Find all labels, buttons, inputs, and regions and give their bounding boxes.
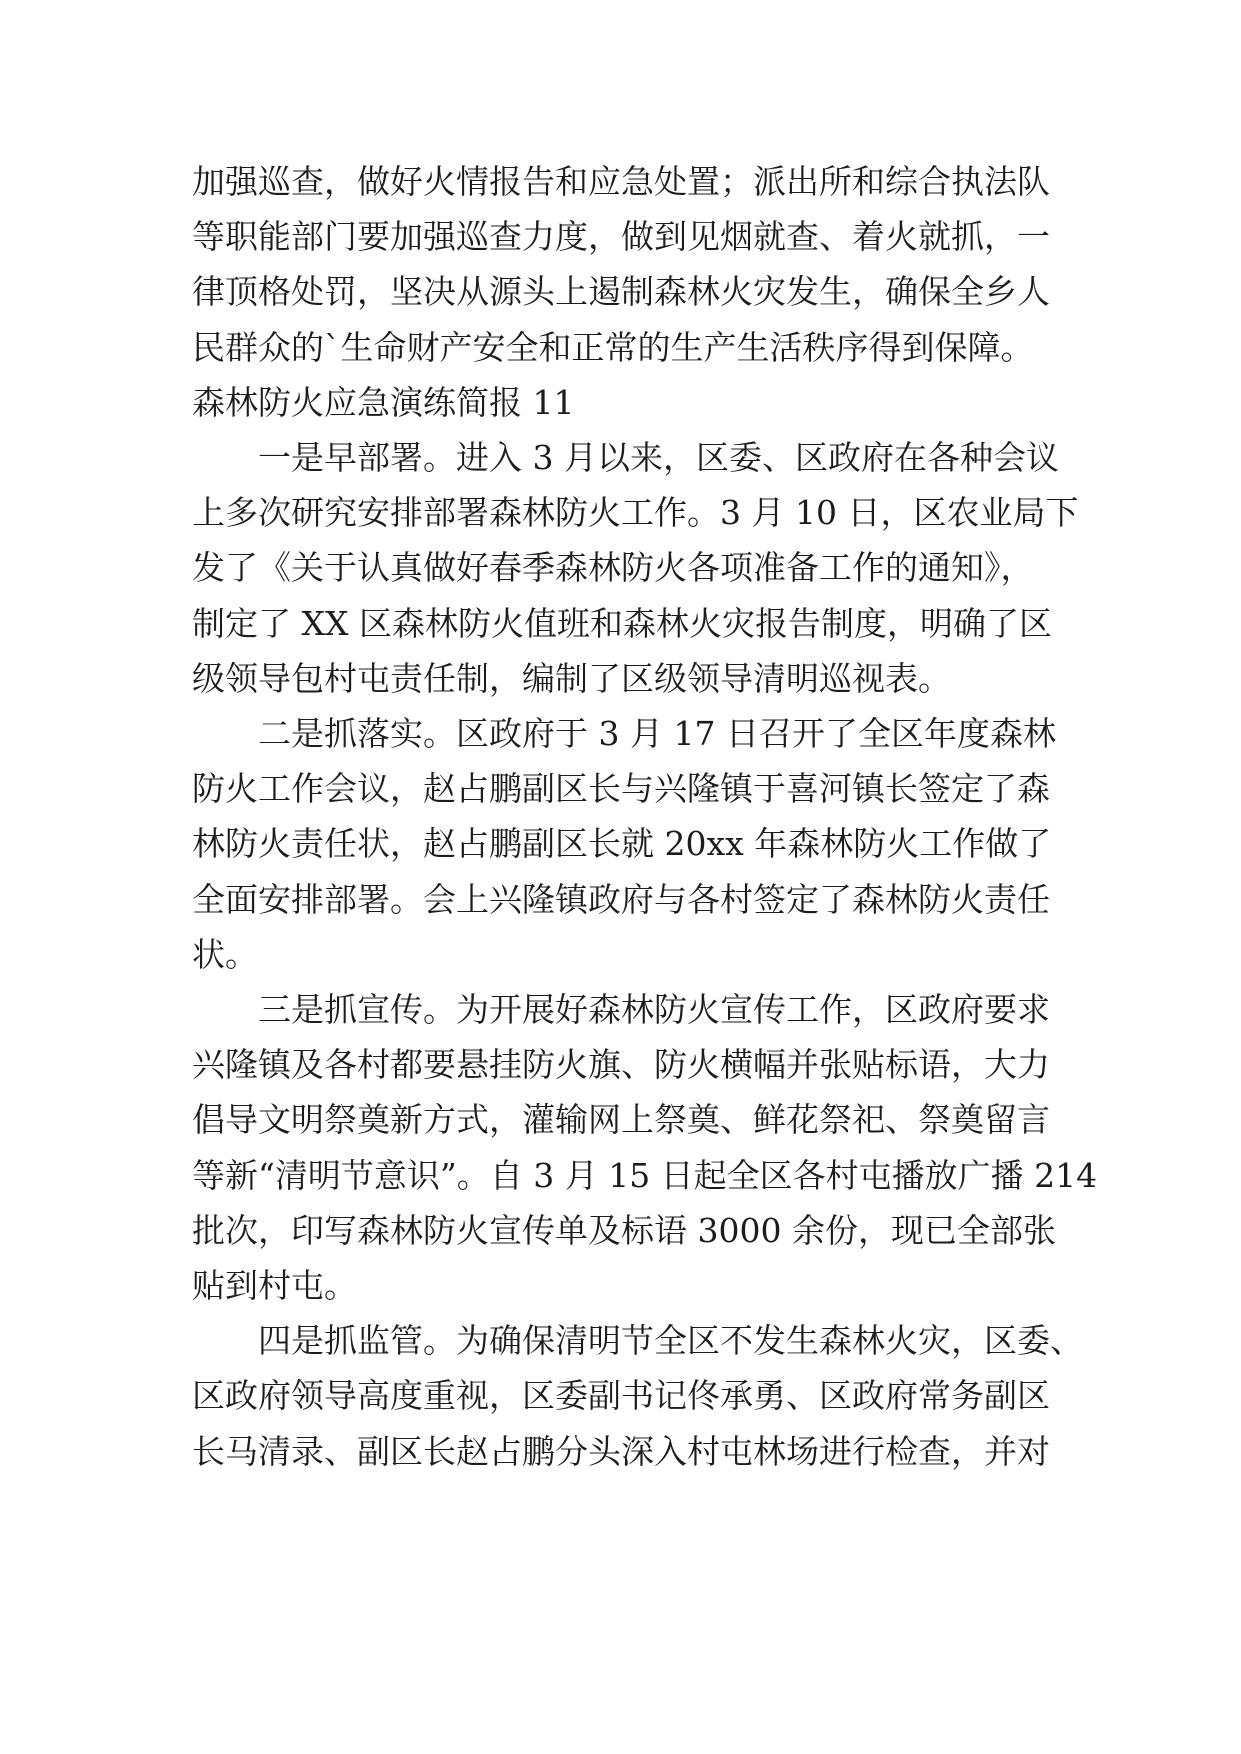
text-line: 一是早部署。进入 3 月以来，区委、区政府在各种会议 [258, 438, 1059, 478]
text-line: 制定了 XX 区森林防火值班和森林火灾报告制度，明确了区 [192, 603, 1052, 643]
text-line: 长马清录、副区长赵占鹏分头深入村屯林场进行检查，并对 [192, 1431, 1050, 1471]
paragraph [192, 982, 1098, 1313]
text-line: 状。 [192, 934, 258, 974]
text-line: 级领导包村屯责任制，编制了区级领导清明巡视表。 [192, 658, 951, 698]
text-line: 律顶格处罚，坚决从源头上遏制森林火灾发生，确保全乡人 [192, 272, 1050, 312]
text-line: 等职能部门要加强巡查力度，做到见烟就查、着火就抓，一 [192, 217, 1050, 257]
paragraph [192, 154, 1052, 375]
text-line: 批次，印写森林防火宣传单及标语 3000 余份，现已全部张 [192, 1210, 1056, 1250]
document-body [192, 154, 1098, 1479]
text-line: 加强巡查，做好火情报告和应急处置；派出所和综合执法队 [192, 162, 1050, 201]
text-line: 倡导文明祭奠新方式，灌输网上祭奠、鲜花祭祀、祭奠留言 [192, 1100, 1050, 1140]
text-line: 等新“清明节意识”。自 3 月 15 日起全区各村屯播放广播 214 [192, 1155, 1098, 1195]
text-line: 三是抓宣传。为开展好森林防火宣传工作，区政府要求 [258, 990, 1050, 1030]
heading-text: 森林防火应急演练简报 11 [192, 382, 575, 422]
text-line: 防火工作会议，赵占鹏副区长与兴隆镇于喜河镇长签定了森 [192, 769, 1050, 809]
text-line: 区政府领导高度重视，区委副书记佟承勇、区政府常务副区 [192, 1376, 1050, 1416]
text-line: 兴隆镇及各村都要悬挂防火旗、防火横幅并张贴标语，大力 [192, 1045, 1050, 1085]
text-line: 林防火责任状，赵占鹏副区长就 20xx 年森林防火工作做了 [192, 824, 1052, 864]
text-line: 二是抓落实。区政府于 3 月 17 日召开了全区年度森林 [258, 714, 1056, 754]
section-heading [192, 375, 1052, 430]
text-line: 上多次研究安排部署森林防火工作。3 月 10 日，区农业局下 [192, 493, 1079, 533]
text-line: 全面安排部署。会上兴隆镇政府与各村签定了森林防火责任 [192, 879, 1050, 919]
paragraph [192, 430, 1079, 706]
text-line: 贴到村屯。 [192, 1266, 357, 1306]
paragraph [192, 706, 1056, 982]
text-line: 发了《关于认真做好春季森林防火各项准备工作的通知》， [192, 548, 1034, 588]
text-line: 四是抓监管。为确保清明节全区不发生森林火灾，区委、 [258, 1321, 1083, 1361]
paragraph [192, 1313, 1083, 1479]
text-line: 民群众的`生命财产安全和正常的生产生活秩序得到保障。 [192, 327, 1034, 367]
